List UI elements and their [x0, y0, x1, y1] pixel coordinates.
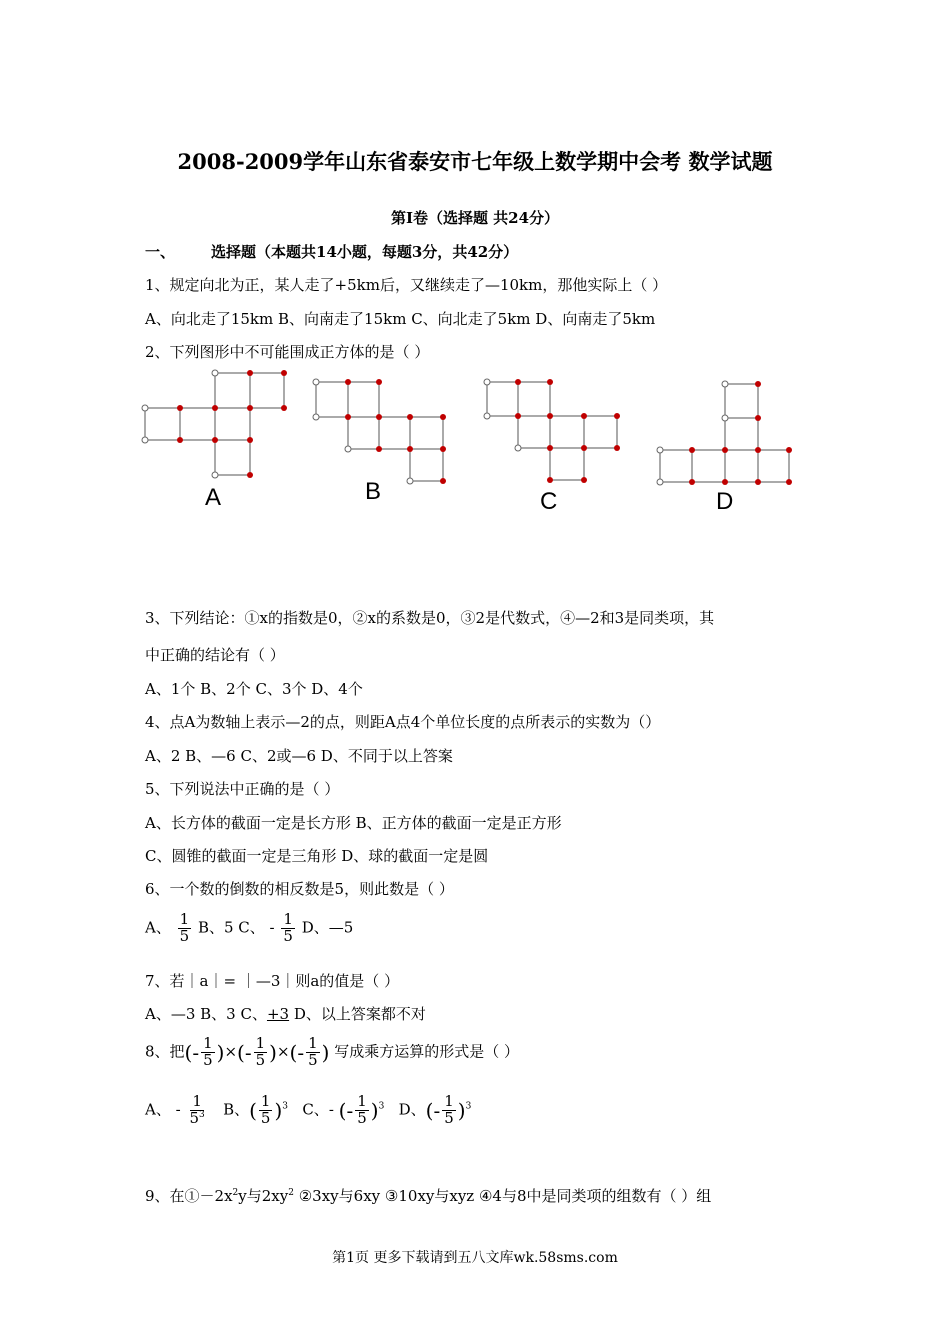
section-heading [145, 241, 518, 262]
q6-option-a-label: A、 [145, 918, 171, 937]
close-paren: ) [274, 1098, 283, 1123]
exponent: 3 [282, 1101, 289, 1112]
q1-stem: 1、规定向北为正，某人走了+5km后，又继续走了—10km，那他实际上（ ） [145, 276, 668, 294]
fraction-denominator: 5 [179, 926, 190, 945]
minus-sign: - [175, 1100, 181, 1119]
fraction-numerator: 1 [308, 1034, 318, 1052]
close-paren: ) [370, 1098, 379, 1123]
fraction-numerator: 1 [260, 1092, 271, 1110]
open-paren: (- [289, 1040, 305, 1065]
q8-option-b-label: B、 [223, 1100, 250, 1119]
q8-stem [145, 1036, 519, 1069]
q6-fraction-a [178, 912, 192, 945]
q3-stem-line2: 中正确的结论有（ ） [145, 646, 285, 664]
net-label-b: B [365, 478, 382, 505]
q8-prefix: 8、把 [145, 1042, 185, 1061]
q5-options-line1: A、长方体的截面一定是长方形 B、正方体的截面一定是正方形 [145, 814, 562, 832]
fraction-denominator: 5 [357, 1108, 367, 1127]
part-heading: 第Ⅰ卷（选择题 共24分） [390, 209, 560, 227]
fraction-numerator: 1 [255, 1034, 266, 1052]
q7-options-post: D、以上答案都不对 [289, 1005, 426, 1023]
q8-fraction-1 [201, 1036, 215, 1069]
fraction-denominator: 5 [203, 1050, 213, 1069]
net-label-d: D [716, 488, 734, 515]
exponent: 3 [465, 1101, 472, 1112]
net-a [142, 370, 287, 478]
q6-option-d: D、—5 [301, 918, 354, 937]
fraction-numerator: 1 [283, 910, 293, 928]
fraction-denominator: 5 [260, 1108, 271, 1127]
minus-sign: - [328, 1100, 334, 1119]
q4-options: A、2 B、—6 C、2或—6 D、不同于以上答案 [145, 747, 453, 765]
q6-options [145, 912, 353, 945]
q8-suffix: 写成乘方运算的形式是（ ） [334, 1042, 520, 1061]
exponent: 3 [378, 1101, 385, 1112]
q6-option-b-c-label: B、5 C、 [197, 918, 265, 937]
q4-stem: 4、点A为数轴上表示—2的点，则距A点4个单位长度的点所表示的实数为（） [145, 713, 661, 731]
fraction-numerator: 1 [179, 910, 190, 928]
fraction-numerator: 1 [444, 1092, 454, 1110]
document-title: 2008-2009学年山东省泰安市七年级上数学期中会考 数学试题 [177, 149, 773, 174]
fraction-denominator: 5 [255, 1050, 266, 1069]
q8-option-c-fraction [355, 1094, 369, 1127]
open-paren: ( [249, 1098, 257, 1123]
q2-stem: 2、下列图形中不可能围成正方体的是（ ） [145, 343, 430, 361]
q8-option-c-label: C、 [302, 1100, 329, 1119]
q8-fraction-2 [254, 1036, 268, 1069]
open-paren: (- [338, 1098, 354, 1123]
exponent: 3 [199, 1109, 205, 1120]
q9-part1: 9、在①－2x [145, 1187, 233, 1205]
q5-stem: 5、下列说法中正确的是（ ） [145, 780, 340, 798]
net-b [313, 379, 446, 484]
times-sign: × [276, 1042, 290, 1061]
fraction-denominator: 5 [444, 1108, 454, 1127]
q1-options: A、向北走了15km B、向南走了15km C、向北走了5km D、向南走了5km [145, 310, 656, 328]
q3-stem-line1: 3、下列结论：①x的指数是0，②x的系数是0，③2是代数式，④—2和3是同类项，其 [145, 609, 715, 627]
q3-options: A、1个 B、2个 C、3个 D、4个 [145, 680, 363, 698]
minus-sign: - [269, 918, 275, 937]
open-paren: (- [184, 1040, 200, 1065]
open-paren: (- [425, 1098, 441, 1123]
q8-options [145, 1094, 471, 1127]
fraction-denominator: 5 [308, 1050, 318, 1069]
q8-fraction-3 [306, 1036, 320, 1069]
page-footer: 第1页 更多下载请到五八文库wk.58sms.com [332, 1250, 618, 1266]
section-text: 选择题（本题共14小题，每题3分，共42分） [211, 243, 519, 261]
q6-fraction-c [281, 912, 295, 945]
close-paren: ) [216, 1040, 225, 1065]
q7-plus-minus-three: +3 [266, 1005, 290, 1023]
fraction-numerator: 1 [192, 1092, 202, 1110]
section-number: 一、 [145, 243, 176, 261]
q6-stem: 6、一个数的倒数的相反数是5，则此数是（ ） [145, 880, 454, 898]
fraction-denominator: 5 [283, 926, 293, 945]
cube-nets-figure [130, 360, 810, 500]
q8-option-d-fraction [442, 1094, 456, 1127]
q8-option-a-fraction [187, 1094, 206, 1127]
fraction-numerator: 1 [203, 1034, 213, 1052]
open-paren: (- [237, 1040, 252, 1065]
net-c [484, 379, 620, 483]
net-label-c: C [540, 488, 558, 515]
q5-options-line2: C、圆锥的截面一定是三角形 D、球的截面一定是圆 [145, 847, 489, 865]
net-d [657, 381, 792, 485]
close-paren: ) [457, 1098, 466, 1123]
q9-part3: ②3xy与6xy ③10xy与xyz ④4与8中是同类项的组数有（ ）组 [293, 1187, 712, 1205]
exponent: 2 [288, 1188, 294, 1198]
close-paren: ) [269, 1040, 277, 1065]
denominator-base: 5 [189, 1108, 200, 1127]
q9-stem [145, 1185, 711, 1206]
close-paren: ) [321, 1040, 330, 1065]
q8-option-b-fraction [259, 1094, 273, 1127]
q8-option-d-label: D、 [398, 1100, 426, 1119]
q7-stem: 7、若｜a｜= ｜—3｜则a的值是（ ） [145, 972, 400, 990]
q7-options-pre: A、—3 B、3 C、 [145, 1005, 267, 1023]
q9-part2: y与2xy [238, 1187, 289, 1205]
times-sign: × [224, 1042, 238, 1061]
q8-option-a-label: A、 [145, 1100, 171, 1119]
exponent: 2 [232, 1188, 239, 1198]
q7-options [145, 1003, 426, 1024]
net-label-a: A [205, 484, 222, 511]
fraction-denominator [187, 1108, 206, 1127]
fraction-numerator: 1 [357, 1092, 367, 1110]
